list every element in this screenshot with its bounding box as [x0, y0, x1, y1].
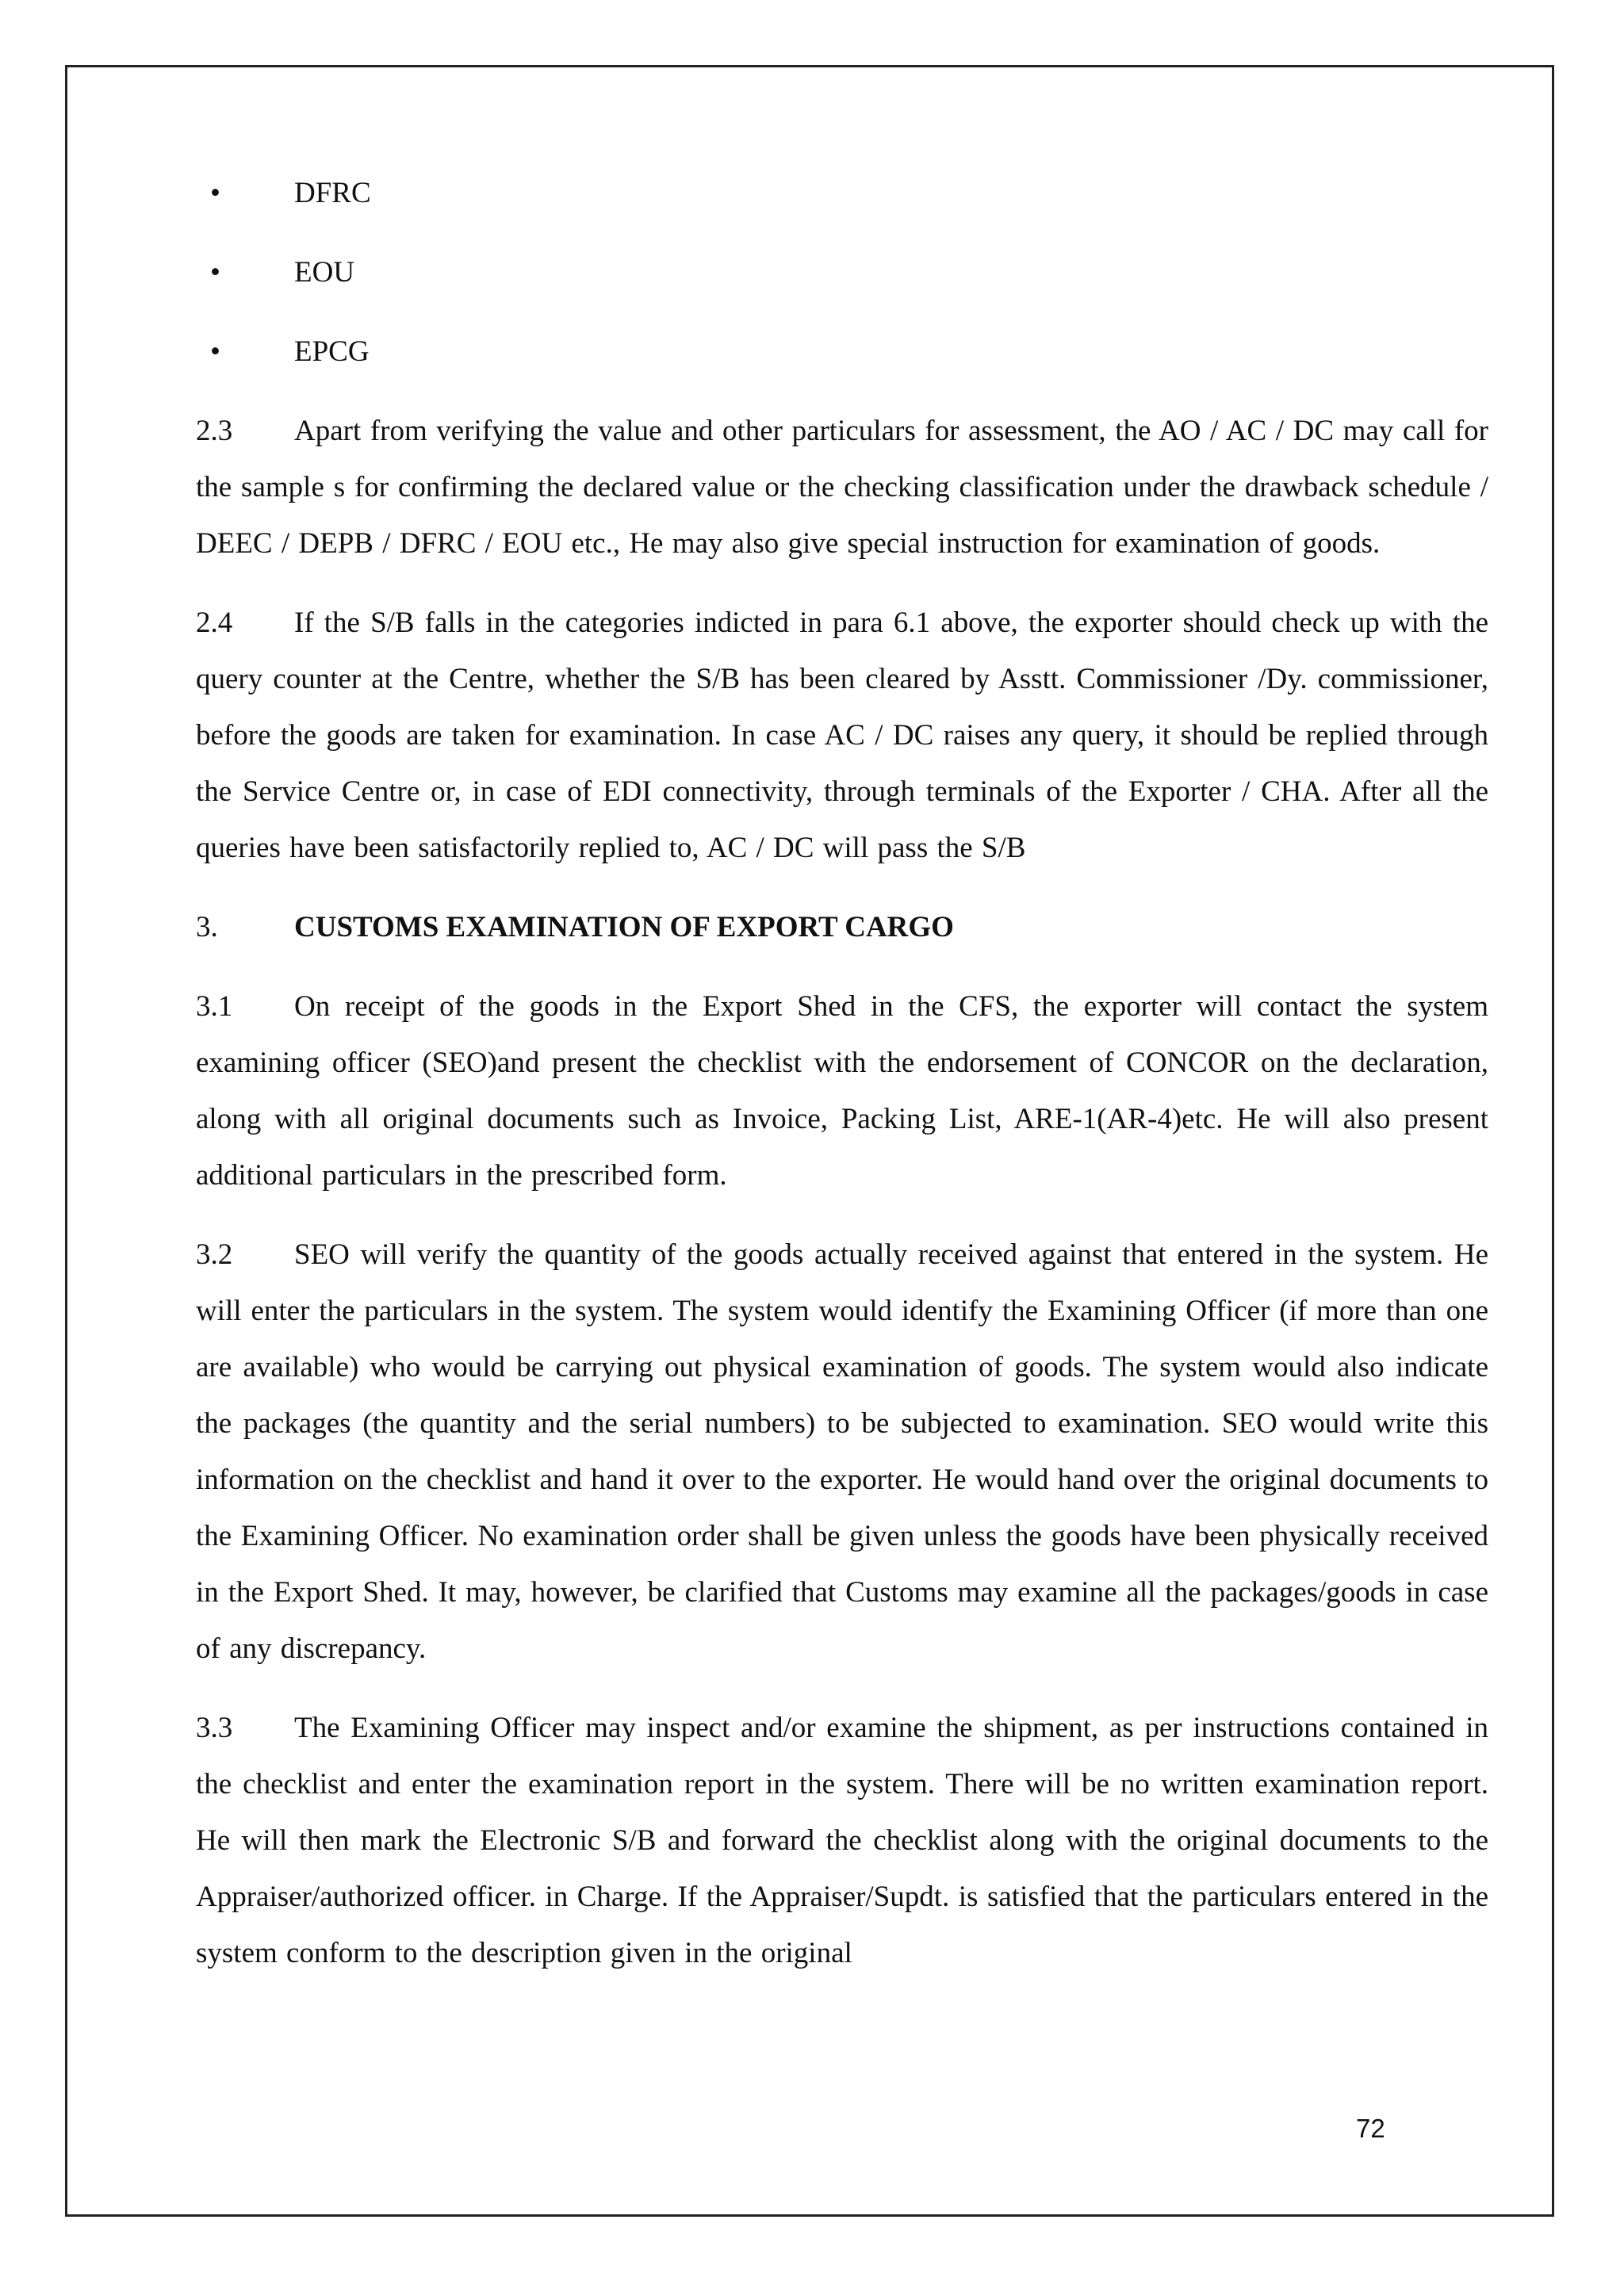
paragraph-3-1: [196, 978, 1488, 1203]
bullet-item-eou: [196, 244, 1488, 300]
paragraph-number: 3.3: [196, 1712, 233, 1744]
paragraph-text: The Examining Officer may inspect and/or examine the shipment, as per instructions contained in the checklist and enter the examination report in the system. There will be no written examination report. He will then mark the Electronic S/B and forward the checklist along with the original documents to the Appraiser/authorized officer. in Charge. If the Appraiser/Supdt. is satisfied that the particulars entered in the system conform to the description given in the original: [196, 1712, 1488, 1969]
paragraph-text: On receipt of the goods in the Export Shed in the CFS, the exporter will contact the system examining officer (SEO)and present the checklist with the endorsement of CONCOR on the declaration, along with all original documents such as Invoice, Packing List, ARE-1(AR-4)etc. He will also present additional particulars in the prescribed form.: [196, 990, 1488, 1192]
paragraph-text: Apart from verifying the value and other particulars for assessment, the AO / AC / DC may call for the sample s for confirming the declared value or the checking classification under the drawback schedule / DEEC / DEPB / DFRC / EOU etc., He may also give special instruction for examination of goods.: [196, 415, 1488, 560]
bullet-symbol: •: [210, 335, 220, 368]
bullet-text: EPCG: [294, 335, 370, 368]
paragraph-2-3: [196, 403, 1488, 572]
paragraph-3-3: [196, 1700, 1488, 1981]
bullet-symbol: •: [210, 177, 220, 209]
bullet-symbol: •: [210, 256, 220, 289]
bullet-text: EOU: [294, 256, 355, 289]
paragraph-text: If the S/B falls in the categories indicted in para 6.1 above, the exporter should check up with the query counter at the Centre, whether the S/B has been cleared by Asstt. Commissioner /Dy. commissioner, before the goods are taken for examination. In case AC / DC raises any query, it should be replied through the Service Centre or, in case of EDI connectivity, through terminals of the Exporter / CHA. After all the queries have been satisfactorily replied to, AC / DC will pass the S/B: [196, 607, 1488, 864]
paragraph-number: 2.4: [196, 607, 233, 639]
paragraph-text: SEO will verify the quantity of the goods actually received against that entered in the system. He will enter the particulars in the system. The system would identify the Examining Officer (if more than one are available) who would be carrying out physical examination of goods. The system would also indicate the packages (the quantity and the serial numbers) to be subjected to examination. SEO would write this information on the checklist and hand it over to the exporter. He would hand over the original documents to the Examining Officer. No examination order shall be given unless the goods have been physically received in the Export Shed. It may, however, be clarified that Customs may examine all the packages/goods in case of any discrepancy.: [196, 1238, 1488, 1665]
page-number: 72: [1356, 2114, 1385, 2143]
paragraph-3-2: [196, 1226, 1488, 1677]
paragraph-2-4: [196, 595, 1488, 876]
bullet-item-epcg: [196, 323, 1488, 380]
section-heading-3: [196, 899, 1488, 955]
section-title: CUSTOMS EXAMINATION OF EXPORT CARGO: [294, 911, 954, 943]
bullet-item-dfrc: [196, 165, 1488, 221]
paragraph-number: 2.3: [196, 415, 233, 447]
section-number: 3.: [196, 911, 218, 943]
document-body: [196, 165, 1488, 2004]
paragraph-number: 3.1: [196, 990, 233, 1023]
paragraph-number: 3.2: [196, 1238, 233, 1271]
bullet-text: DFRC: [294, 177, 371, 209]
